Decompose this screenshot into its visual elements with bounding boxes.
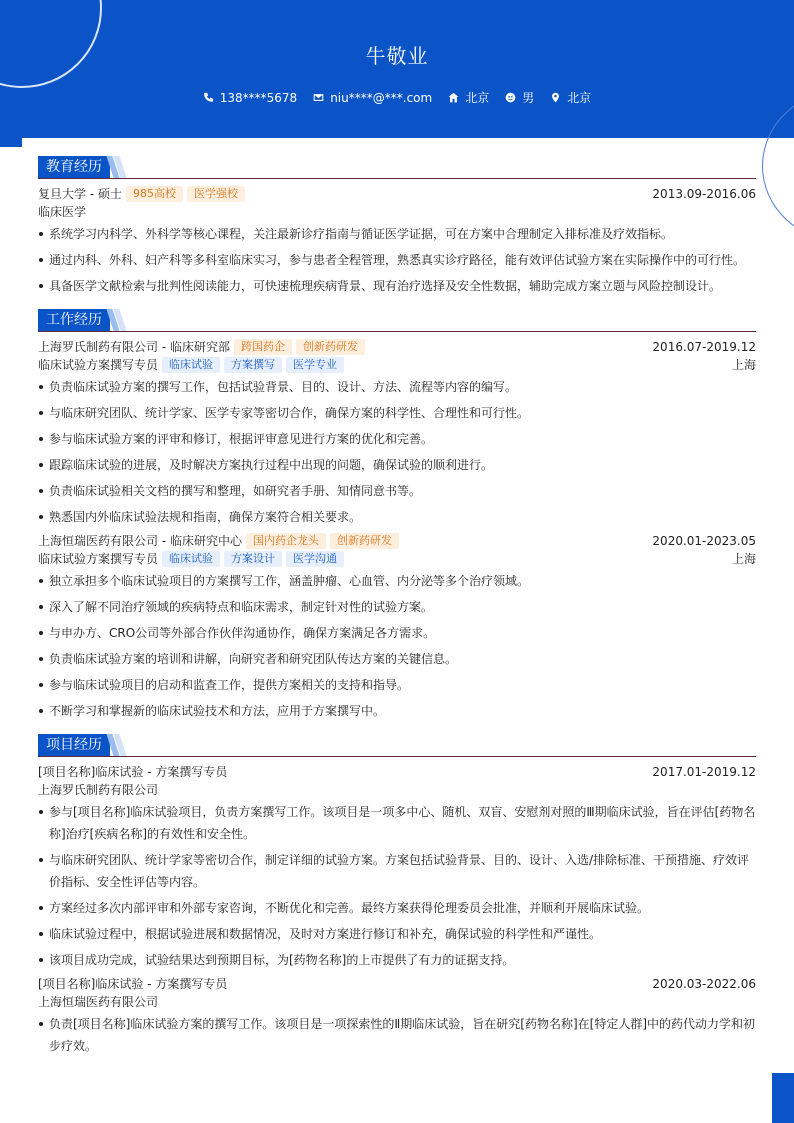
- tag: 创新药研发: [330, 533, 399, 549]
- project-name: [项目名称]临床试验 - 方案撰写专员: [38, 977, 228, 991]
- city: 上海: [731, 358, 756, 372]
- list-item: 熟悉国内外临床试验法规和指南，确保方案符合相关要求。: [38, 506, 756, 528]
- education-section: [38, 156, 756, 297]
- section-title-education: [38, 156, 756, 179]
- candidate-name: 牛敬业: [365, 44, 429, 68]
- project-company: 上海罗氏制药有限公司: [38, 783, 159, 797]
- list-item: 不断学习和掌握新的临床试验技术和方法，应用于方案撰写中。: [38, 700, 756, 722]
- list-item: 与临床研究团队、统计学家等密切合作，制定详细的试验方案。方案包括试验背景、目的、设计、入选/排除标准、干预措施、疗效评价指标、安全性评估等内容。: [38, 849, 756, 893]
- school-name: 复旦大学 - 硕士: [38, 187, 122, 201]
- hometown-text: 北京: [465, 91, 490, 105]
- major: 临床医学: [38, 205, 87, 219]
- section-title-label: 工作经历: [38, 309, 110, 331]
- mail-icon: [313, 92, 324, 103]
- list-item: 与临床研究团队、统计学家、医学专家等密切合作，确保方案的科学性、合理性和可行性。: [38, 402, 756, 424]
- list-item: 跟踪临床试验的进展，及时解决方案执行过程中出现的问题，确保试验的顺利进行。: [38, 454, 756, 476]
- list-item: 负责临床试验方案的撰写工作，包括试验背景、目的、设计、方法、流程等内容的编写。: [38, 376, 756, 398]
- list-item: 参与临床试验方案的评审和修订，根据评审意见进行方案的优化和完善。: [38, 428, 756, 450]
- list-item: 临床试验过程中，根据试验进展和数据情况，及时对方案进行修订和补充，确保试验的科学性和严谨性。: [38, 923, 756, 945]
- corner-accent-block: [772, 1073, 794, 1123]
- gender-text: 男: [522, 91, 535, 105]
- tag: 临床试验: [162, 357, 220, 373]
- project-entry: [38, 975, 756, 1057]
- project-company: 上海恒瑞医药有限公司: [38, 995, 159, 1009]
- contact-bar: [0, 89, 794, 106]
- list-item: 该项目成功完成，试验结果达到预期目标，为[药物名称]的上市提供了有力的证据支持。: [38, 949, 756, 971]
- resume-header: [0, 0, 794, 138]
- entry-subheader-row: [38, 203, 756, 221]
- date-range: 2020.01-2023.05: [652, 534, 756, 548]
- list-item: 负责临床试验方案的培训和讲解，向研究者和研究团队传达方案的关键信息。: [38, 648, 756, 670]
- tag: 创新药研发: [296, 339, 365, 355]
- location-text: 北京: [567, 91, 592, 105]
- entry-subheader-row: [38, 356, 756, 374]
- tag: 方案撰写: [224, 357, 282, 373]
- header-accent-tab: [0, 138, 22, 147]
- entry-header-row: [38, 338, 756, 356]
- entry-subheader-row: [38, 781, 756, 799]
- work-section: [38, 309, 756, 722]
- date-range: 2013.09-2016.06: [652, 187, 756, 201]
- tag: 医学专业: [286, 357, 344, 373]
- list-item: 方案经过多次内部评审和外部专家咨询，不断优化和完善。最终方案获得伦理委员会批准，并顺利开展临床试验。: [38, 897, 756, 919]
- project-name: [项目名称]临床试验 - 方案撰写专员: [38, 765, 228, 779]
- education-entry: [38, 185, 756, 297]
- tag: 国内药企龙头: [246, 533, 326, 549]
- bullet-list: [38, 223, 756, 297]
- company-name: 上海恒瑞医药有限公司 - 临床研究中心: [38, 534, 242, 548]
- entry-subheader-row: [38, 993, 756, 1011]
- entry-subheader-row: [38, 550, 756, 568]
- tag: 方案设计: [224, 551, 282, 567]
- home-icon: [448, 92, 459, 103]
- section-title-projects: [38, 734, 756, 757]
- bullet-list: [38, 376, 756, 528]
- list-item: 系统学习内科学、外科学等核心课程，关注最新诊疗指南与循证医学证据，可在方案中合理制定入排标准及疗效指标。: [38, 223, 756, 245]
- role-title: 临床试验方案撰写专员: [38, 358, 159, 372]
- list-item: 参与临床试验项目的启动和监查工作，提供方案相关的支持和指导。: [38, 674, 756, 696]
- tag: 临床试验: [162, 551, 220, 567]
- resume-body: [38, 156, 756, 1069]
- work-entry: [38, 532, 756, 722]
- tag: 医学沟通: [286, 551, 344, 567]
- tag: 医学强校: [187, 186, 245, 202]
- list-item: 具备医学文献检索与批判性阅读能力，可快速梳理疾病背景、现有治疗选择及安全性数据，辅助完成方案立题与风险控制设计。: [38, 275, 756, 297]
- work-entry: [38, 338, 756, 528]
- list-item: 与申办方、CRO公司等外部合作伙伴沟通协作，确保方案满足各方需求。: [38, 622, 756, 644]
- phone-icon: [203, 92, 214, 103]
- contact-email: [313, 89, 432, 106]
- list-item: 负责[项目名称]临床试验方案的撰写工作。该项目是一项探索性的Ⅱ期临床试验，旨在研究[药物名称]在[特定人群]中的药代动力学和初步疗效。: [38, 1013, 756, 1057]
- entry-header-row: [38, 532, 756, 550]
- entry-header-row: [38, 975, 756, 993]
- date-range: 2016.07-2019.12: [652, 340, 756, 354]
- list-item: 参与[项目名称]临床试验项目，负责方案撰写工作。该项目是一项多中心、随机、双盲、安慰剂对照的Ⅲ期临床试验，旨在评估[药物名称]治疗[疾病名称]的有效性和安全性。: [38, 801, 756, 845]
- tag: 跨国药企: [234, 339, 292, 355]
- bullet-list: [38, 801, 756, 971]
- gender-icon: [505, 92, 516, 103]
- tag: 985高校: [126, 186, 183, 202]
- entry-header-row: [38, 185, 756, 203]
- date-range: 2017.01-2019.12: [652, 765, 756, 779]
- project-entry: [38, 763, 756, 971]
- section-title-work: [38, 309, 756, 332]
- phone-text: 138****5678: [219, 90, 298, 105]
- date-range: 2020.03-2022.06: [652, 977, 756, 991]
- city: 上海: [731, 552, 756, 566]
- entry-header-row: [38, 763, 756, 781]
- location-icon: [550, 92, 561, 103]
- list-item: 深入了解不同治疗领域的疾病特点和临床需求，制定针对性的试验方案。: [38, 596, 756, 618]
- list-item: 负责临床试验相关文档的撰写和整理，如研究者手册、知情同意书等。: [38, 480, 756, 502]
- contact-gender: [505, 89, 534, 106]
- bullet-list: [38, 1013, 756, 1057]
- role-title: 临床试验方案撰写专员: [38, 552, 159, 566]
- company-name: 上海罗氏制药有限公司 - 临床研究部: [38, 340, 230, 354]
- section-title-label: 教育经历: [38, 156, 110, 178]
- list-item: 通过内科、外科、妇产科等多科室临床实习，参与患者全程管理，熟悉真实诊疗路径，能有效评估试验方案在实际操作中的可行性。: [38, 249, 756, 271]
- section-title-label: 项目经历: [38, 734, 110, 756]
- projects-section: [38, 734, 756, 1057]
- contact-phone: [203, 89, 297, 106]
- list-item: 独立承担多个临床试验项目的方案撰写工作，涵盖肿瘤、心血管、内分泌等多个治疗领域。: [38, 570, 756, 592]
- contact-location: [550, 89, 591, 106]
- bullet-list: [38, 570, 756, 722]
- contact-hometown: [448, 89, 489, 106]
- email-text: niu****@***.com: [330, 90, 433, 105]
